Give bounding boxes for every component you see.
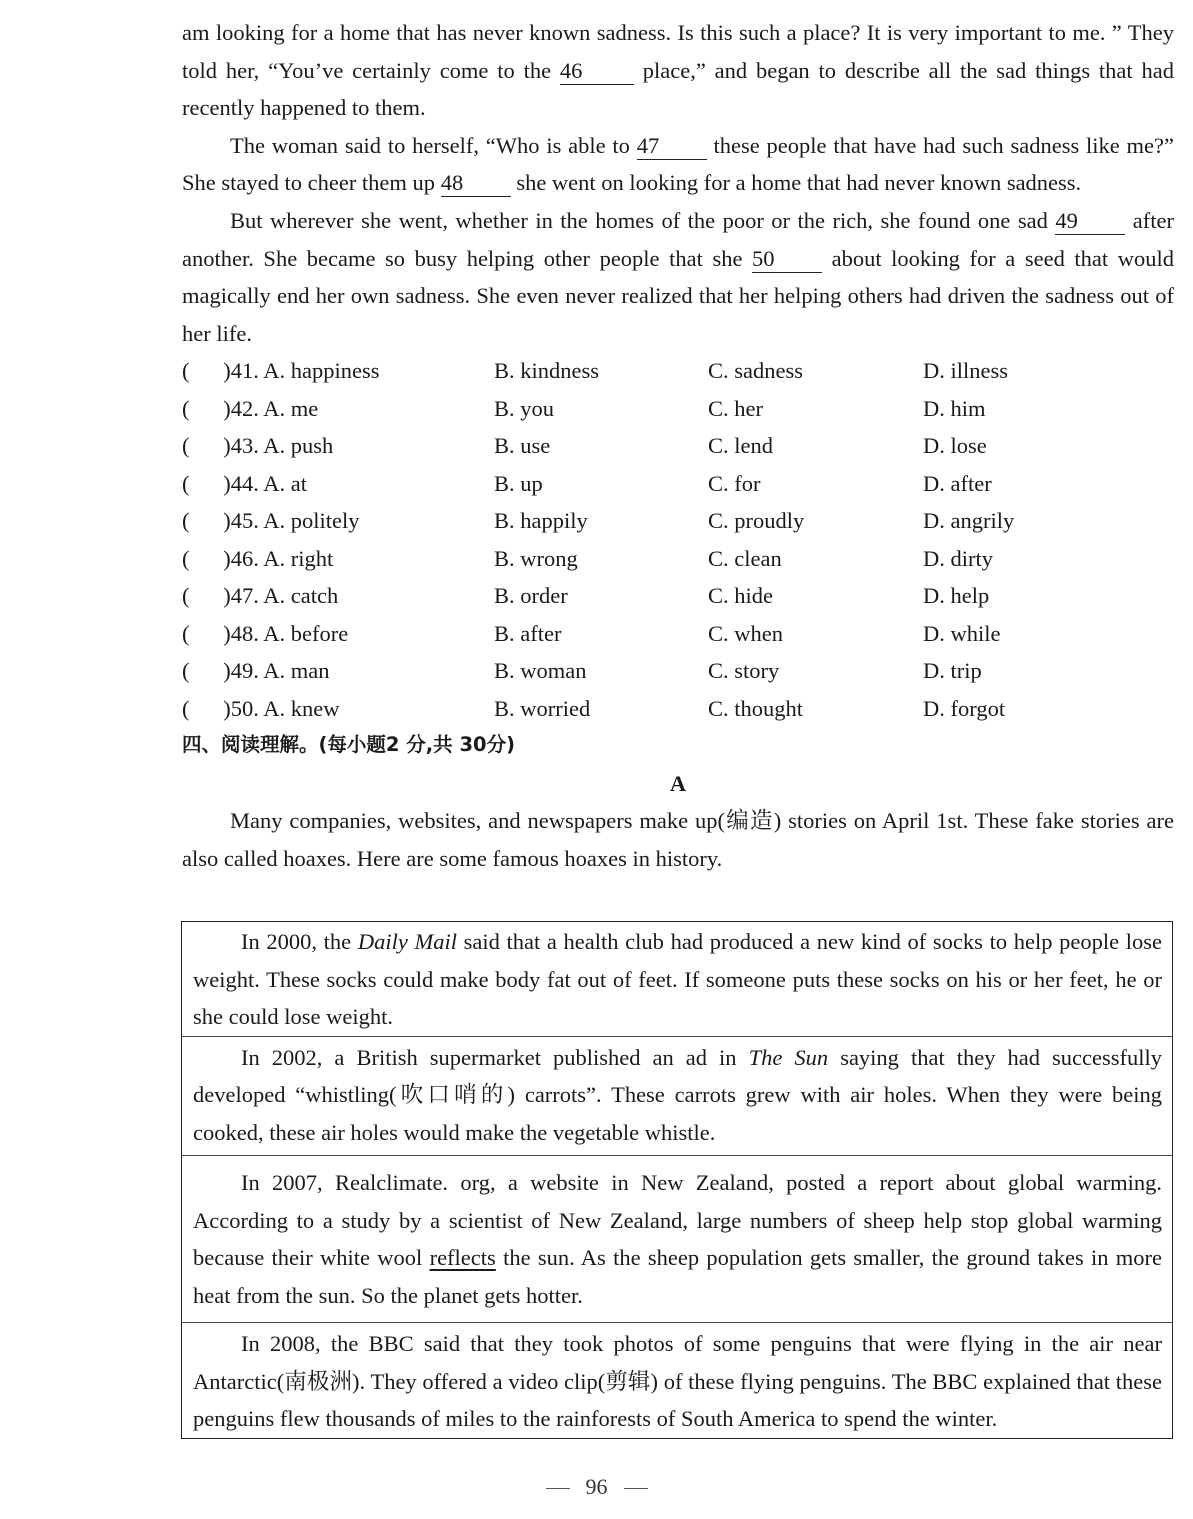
- story-paragraph-2: [182, 127, 1174, 202]
- option-a: ( )43. A. push: [182, 433, 334, 459]
- blank-49[interactable]: 49: [1055, 208, 1125, 235]
- question-48[interactable]: [182, 615, 1174, 653]
- option-b: B. worried: [494, 695, 591, 721]
- newspaper-name: The Sun: [748, 1044, 829, 1070]
- option-a: ( )42. A. me: [182, 395, 319, 421]
- story-paragraph-3: [182, 202, 1174, 352]
- option-d: D. him: [923, 395, 986, 421]
- option-c: C. proudly: [708, 508, 805, 534]
- story-text: But wherever she went, whether in the homes of the poor or the rich, she found one sad: [230, 207, 1056, 233]
- blank-47[interactable]: 47: [637, 133, 707, 160]
- story-text: am looking for a home that has never known sadness. Is this such a place? It is very important to me. ” They told her, “You’ve certainly come to the: [182, 20, 1174, 83]
- story-text: The woman said to herself, “Who is able to: [230, 132, 637, 158]
- option-c: C. for: [708, 470, 761, 496]
- option-d: D. help: [923, 583, 990, 609]
- option-c: C. when: [708, 620, 783, 646]
- option-d: D. lose: [923, 433, 987, 459]
- option-c: C. story: [708, 658, 780, 684]
- option-d: D. while: [923, 620, 1001, 646]
- option-b: B. use: [494, 433, 551, 459]
- hoax-box-2008: In 2008, the BBC said that they took photos of some penguins that were flying in the air near Antarctic(南极洲). They offered a video clip(剪辑) of these flying penguins. The BBC explained that these penguins flew thousands of miles to the rainforests of South America to spend the winter.: [182, 1322, 1172, 1438]
- box-text: In 2002, a British supermarket published an ad in: [241, 1044, 749, 1070]
- blank-50[interactable]: 50: [752, 246, 822, 273]
- underlined-word: reflects: [429, 1245, 496, 1270]
- page-footer: [0, 1474, 1193, 1500]
- story-text: place,” and began to describe all the sad things that had recently happened to them.: [182, 57, 1174, 121]
- story-paragraph-1: [182, 14, 1174, 127]
- box-text: In 2007, Realclimate. org, a website in New Zealand, posted a report about global warming. According to a study by a scientist of New Zealand, large numbers of sheep help stop global warming because their white wool: [193, 1170, 1162, 1270]
- option-b: B. kindness: [494, 358, 600, 384]
- question-41[interactable]: [182, 352, 1174, 390]
- option-d: D. forgot: [923, 695, 1006, 721]
- option-d: D. angrily: [923, 508, 1015, 534]
- option-c: C. lend: [708, 433, 773, 459]
- option-a: ( )46. A. right: [182, 545, 334, 571]
- option-d: D. dirty: [923, 545, 993, 571]
- hoax-box-2000: [182, 922, 1172, 1036]
- option-b: B. woman: [494, 658, 587, 684]
- question-44[interactable]: [182, 465, 1174, 503]
- option-b: B. order: [494, 583, 568, 609]
- story-text: she went on looking for a home that had never known sadness.: [510, 170, 1082, 196]
- option-b: B. happily: [494, 508, 588, 534]
- option-b: B. you: [494, 395, 555, 421]
- story-text: about looking for a seed that would magically end her own sadness. She even never realized that her helping others had driven the sadness out of her life.: [182, 245, 1174, 346]
- option-b: B. after: [494, 620, 562, 646]
- option-c: C. hide: [708, 583, 773, 609]
- answer-options: [182, 352, 1174, 727]
- option-c: C. sadness: [708, 358, 803, 384]
- option-b: B. wrong: [494, 545, 578, 571]
- section-title: 四、阅读理解。(每小题2 分,共 30分): [182, 733, 516, 757]
- option-d: D. after: [923, 470, 992, 496]
- option-a: ( )45. A. politely: [182, 508, 360, 534]
- passage-intro: Many companies, websites, and newspapers make up(编造) stories on April 1st. These fake stories are also called hoaxes. Here are some famous hoaxes in history.: [182, 808, 1174, 871]
- option-a: ( )47. A. catch: [182, 583, 339, 609]
- question-42[interactable]: [182, 390, 1174, 428]
- option-a: ( )48. A. before: [182, 620, 349, 646]
- option-c: C. her: [708, 395, 763, 421]
- story-text: after another. She became so busy helping other people that she: [182, 207, 1174, 271]
- question-43[interactable]: [182, 427, 1174, 465]
- hoax-table: [181, 921, 1173, 1439]
- page-number: 96: [585, 1474, 608, 1499]
- option-a: ( )50. A. knew: [182, 695, 340, 721]
- box-text: saying that they had successfully developed “whistling(吹口哨的) carrots”. These carrots grew with air holes. When they were being cooked, these air holes would make the vegetable whistle.: [193, 1044, 1163, 1145]
- hoax-box-2002: [182, 1036, 1172, 1156]
- option-d: D. trip: [923, 658, 982, 684]
- question-49[interactable]: [182, 652, 1174, 690]
- hoax-box-2007: [182, 1155, 1172, 1322]
- option-c: C. clean: [708, 545, 782, 571]
- option-a: ( )49. A. man: [182, 658, 330, 684]
- option-b: B. up: [494, 470, 543, 496]
- blank-46[interactable]: 46: [560, 58, 634, 85]
- newspaper-name: Daily Mail: [357, 929, 457, 954]
- blank-48[interactable]: 48: [441, 170, 511, 197]
- question-50[interactable]: [182, 690, 1174, 728]
- passage-letter: A: [669, 771, 687, 797]
- box-text: said that a health club had produced a new kind of socks to help people lose weight. These socks could make body fat out of feet. If someone puts these socks on his or her feet, he or she could lose weight.: [193, 929, 1163, 1029]
- story-text: these people that have had such sadness like me?” She stayed to cheer them up: [182, 132, 1175, 196]
- option-a: ( )41. A. happiness: [182, 358, 380, 384]
- question-47[interactable]: [182, 577, 1174, 615]
- option-a: ( )44. A. at: [182, 470, 307, 496]
- worksheet-page: [182, 14, 1174, 878]
- question-45[interactable]: [182, 502, 1174, 540]
- option-d: D. illness: [923, 358, 1009, 384]
- option-c: C. thought: [708, 695, 804, 721]
- box-text: In 2000, the: [241, 929, 358, 954]
- question-46[interactable]: [182, 540, 1174, 578]
- footer-dash: [546, 1488, 570, 1489]
- footer-dash: [624, 1488, 648, 1489]
- box-text: the sun. As the sheep population gets smaller, the ground takes in more heat from the sun. So the planet gets hotter.: [193, 1245, 1163, 1308]
